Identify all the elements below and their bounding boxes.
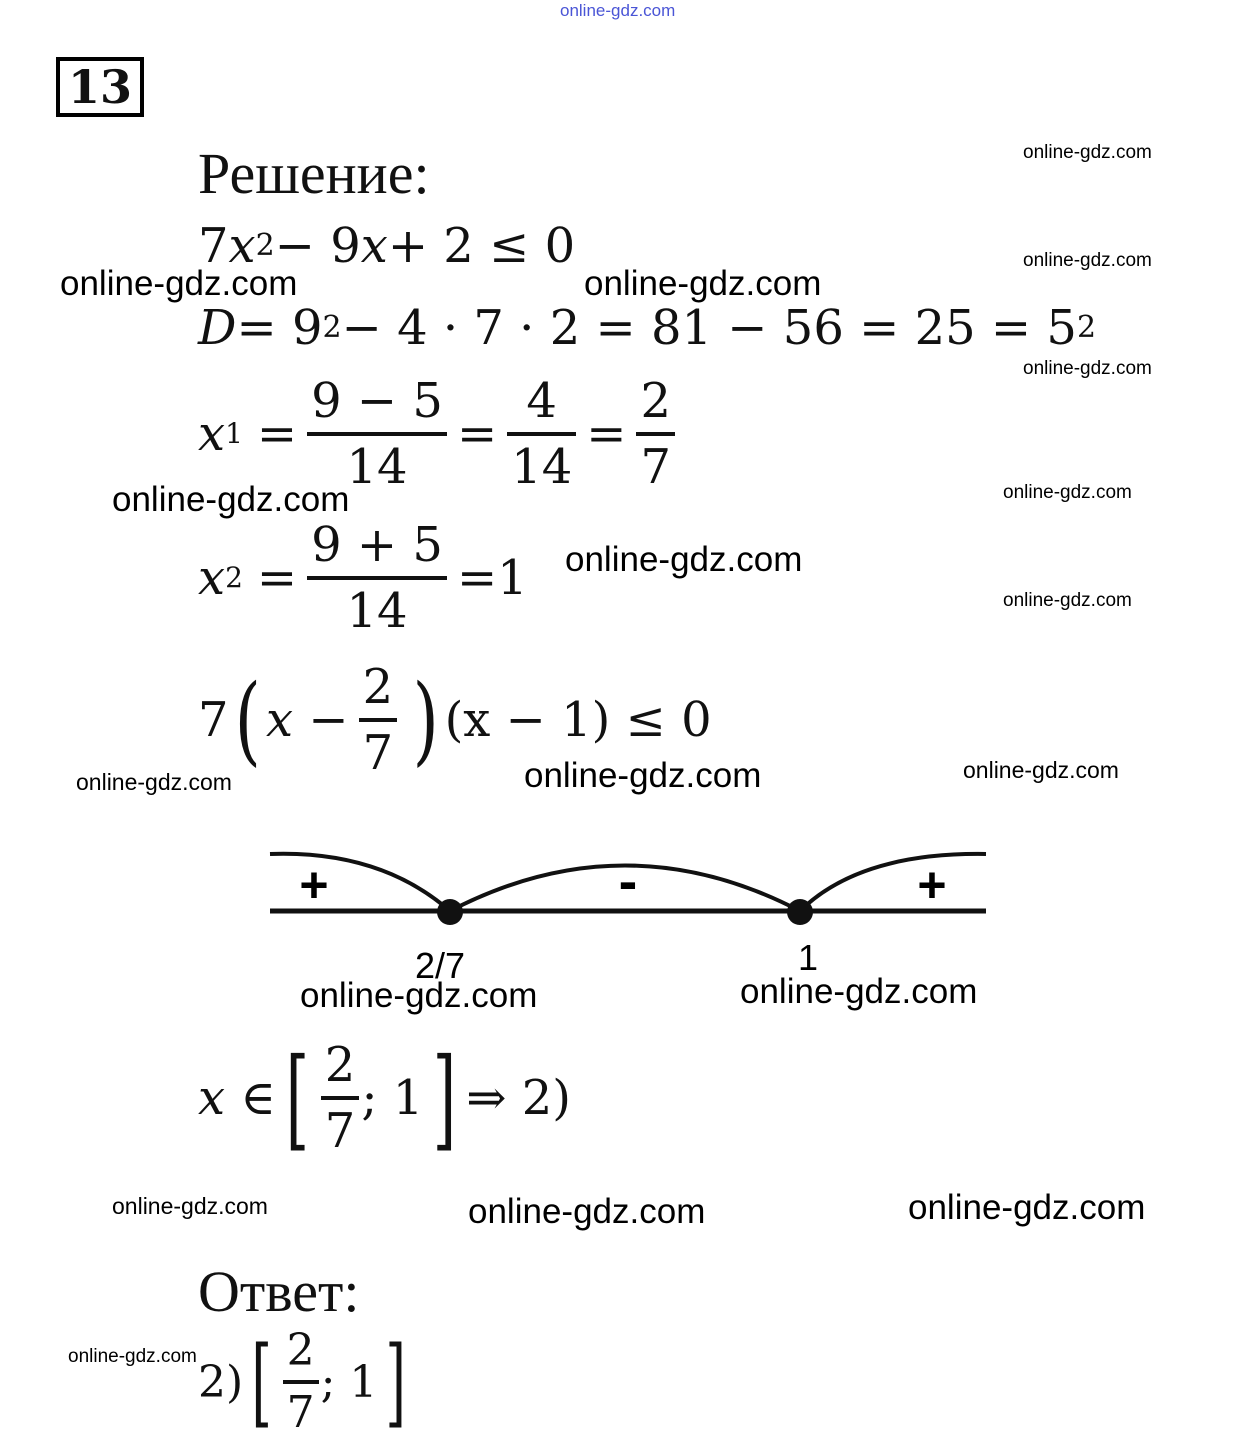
numerator: 2	[362, 659, 394, 715]
denominator: 7	[286, 1387, 315, 1439]
watermark: online-gdz.com	[584, 264, 822, 303]
solution-interval	[198, 1034, 571, 1163]
watermark: online-gdz.com	[76, 769, 232, 795]
watermark: online-gdz.com	[68, 1346, 197, 1367]
right-bracket: ]	[432, 1034, 457, 1163]
fraction	[307, 373, 447, 496]
watermark: online-gdz.com	[1023, 250, 1152, 271]
denominator: 14	[511, 439, 573, 496]
sign-arc-left	[270, 854, 450, 911]
denominator: 7	[362, 725, 394, 782]
sign-minus: -	[618, 849, 638, 912]
point-one	[787, 899, 813, 925]
root-x2-line: x 2 = $\frac{9 + 5}{14}$ = 1	[198, 517, 528, 640]
watermark-top: online-gdz.com	[560, 1, 676, 20]
var-x: x	[360, 218, 388, 274]
fraction	[507, 373, 576, 496]
fraction	[307, 517, 447, 640]
watermark: online-gdz.com	[112, 1193, 268, 1219]
watermark: online-gdz.com	[60, 264, 298, 303]
left-bracket: [	[251, 1326, 273, 1439]
answer-option: 2)	[198, 1356, 244, 1408]
interval-prefix: x ∈	[198, 1070, 276, 1127]
term: − 4 · 7 · 2 = 81 − 56 = 25 = 5	[341, 300, 1077, 356]
implies-answer: ⇒ 2)	[466, 1070, 571, 1127]
watermark: online-gdz.com	[468, 1192, 706, 1231]
point-label-one: 1	[797, 937, 819, 978]
right-paren: )	[412, 664, 439, 777]
watermark: online-gdz.com	[1003, 482, 1132, 503]
denominator: 7	[324, 1103, 356, 1160]
sign-arc-right	[800, 854, 986, 911]
watermark: online-gdz.com	[112, 480, 350, 519]
sign-plus-left: +	[299, 857, 329, 913]
watermark: online-gdz.com	[908, 1188, 1146, 1227]
denominator: 14	[346, 583, 408, 640]
var-x: x	[198, 550, 226, 607]
factored-inequality: 7 ( x − $\frac{2}{7}$ ) (x − 1) ≤ 0	[198, 659, 712, 782]
sign-plus-right: +	[917, 857, 947, 913]
term: − 9	[274, 218, 361, 274]
denominator: 14	[346, 439, 408, 496]
watermark: online-gdz.com	[740, 972, 978, 1011]
watermark: online-gdz.com	[963, 757, 1119, 783]
watermark: online-gdz.com	[524, 756, 762, 795]
term: = 9	[236, 300, 323, 356]
final-answer	[198, 1325, 415, 1439]
left-paren: (	[234, 664, 261, 777]
answer-end: ; 1	[320, 1356, 378, 1408]
coef: 7	[198, 692, 229, 749]
answer-heading: Ответ:	[198, 1259, 360, 1324]
numerator: 2	[640, 373, 671, 429]
fraction	[321, 1037, 360, 1160]
quadratic-inequality: 7 x 2 − 9 x + 2 ≤ 0	[198, 218, 576, 274]
left-bracket: [	[285, 1034, 310, 1163]
fraction	[636, 373, 675, 496]
watermark: online-gdz.com	[1023, 142, 1152, 163]
numerator: 9 − 5	[311, 373, 443, 429]
var-x: x	[266, 692, 294, 749]
discriminant-line: D = 9 2 − 4 · 7 · 2 = 81 − 56 = 25 = 5 2	[198, 300, 1097, 356]
solution-heading: Решение:	[198, 141, 430, 206]
right-bracket: ]	[385, 1326, 407, 1439]
root-x1-line: x 1 = $\frac{9 - 5}{14}$ = $\frac{4}{14}$ = $\frac{2}{7}$	[198, 376, 685, 493]
interval-end: ; 1	[361, 1070, 424, 1127]
fraction	[359, 659, 398, 782]
watermark: online-gdz.com	[1023, 358, 1152, 379]
numerator: 2	[286, 1325, 315, 1376]
discriminant-symbol: D	[198, 300, 237, 356]
numerator: 2	[324, 1037, 356, 1093]
term: + 2 ≤ 0	[387, 218, 576, 274]
point-two-sevenths	[437, 899, 463, 925]
denominator: 7	[640, 439, 671, 496]
var-x: x	[198, 406, 226, 463]
problem-number-box: 13	[56, 57, 144, 117]
term: (x − 1) ≤ 0	[444, 692, 712, 749]
watermark: online-gdz.com	[300, 976, 538, 1015]
number-line	[260, 840, 1000, 980]
result: 1	[497, 550, 528, 607]
point-label-two-sevenths: 2/7	[414, 945, 466, 980]
numerator: 9 + 5	[311, 517, 443, 573]
numerator: 4	[526, 373, 557, 429]
watermark: online-gdz.com	[565, 540, 803, 579]
coef: 7	[198, 218, 229, 274]
var-x: x	[228, 218, 256, 274]
watermark: online-gdz.com	[1003, 590, 1132, 611]
fraction	[283, 1325, 319, 1439]
